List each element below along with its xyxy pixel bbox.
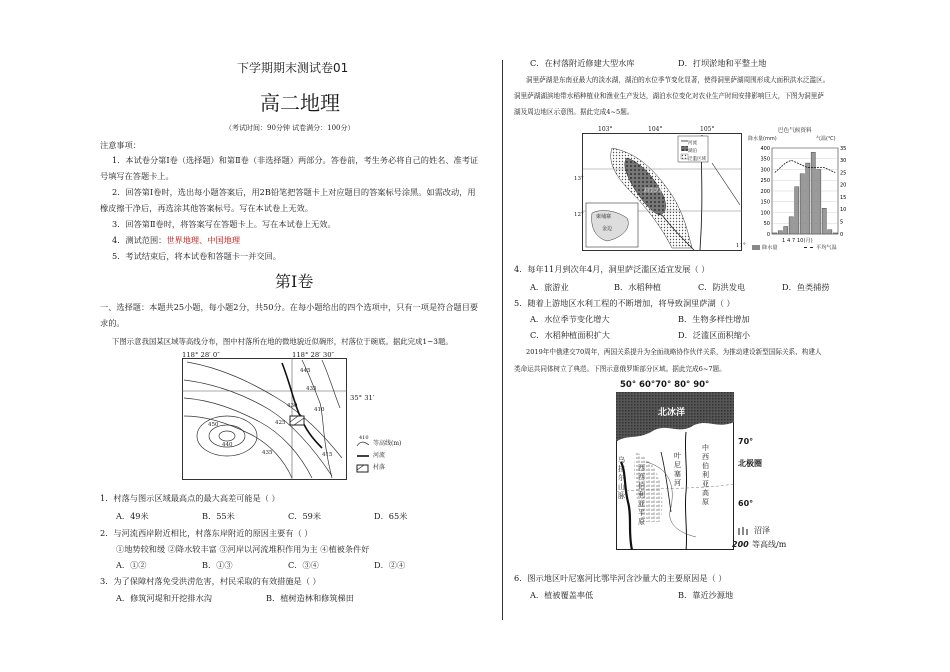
passage-4-5: 洞里萨湖湖滨地带水稻种植业和渔业生产发达，湖泊水位变化对农业生产时间安排影响巨大，下图为洞里萨 (514, 92, 824, 100)
legend-river: 河流 (373, 452, 386, 459)
note-line: 3．回答第Ⅱ卷时，将答案写在答题卡上。写在本试卷上无效。 (112, 219, 336, 229)
precip-bar (817, 170, 821, 235)
precip-bar (833, 233, 837, 234)
option: C．在村落附近修建大型水库 (530, 58, 635, 68)
lon-label-left: 118° 28′ 0″ (182, 351, 220, 359)
note-line: 号填写在答题卡上。 (100, 171, 174, 181)
precip-bar (806, 163, 810, 234)
contour-label: 410 (314, 407, 325, 413)
question-5: 5．随着上游地区水利工程的不断增加，将导致洞里萨湖（ ） (514, 298, 735, 308)
climate-chart-figure (746, 124, 864, 256)
passage-4-5: 洞里萨湖是东南亚最大的淡水湖，湖泊的水位季节变化显著，使得洞里萨湖周围形成大面积洪水泛滥区。 (526, 76, 830, 84)
exam-title: 下学期期末测试卷01 (237, 61, 349, 75)
climate-chart (746, 142, 864, 238)
lat-label: 13° (574, 176, 584, 182)
contour-map-figure (92, 350, 412, 485)
contour-label: 435 (306, 386, 317, 392)
precip-bar (784, 226, 788, 234)
legend-contour: 等高线(m) (373, 440, 402, 447)
exam-info: （考试时间：90分钟 试卷满分：100分） (225, 124, 355, 132)
option: B．生物多样性增加 (678, 314, 750, 324)
legend-swamp: 沼泽 (754, 526, 770, 535)
map-lon-labels: 50° 60°70° 80° 90° (620, 380, 710, 390)
y-tick-left: 100 (760, 210, 770, 217)
legend-village: 村落 (373, 464, 386, 471)
siberia-map-figure (614, 380, 787, 560)
option: A．①② (116, 560, 147, 570)
precip-legend-swatch (752, 245, 760, 250)
question-6: 6．图示地区叶尼塞河比鄂毕河含沙量大的主要原因是（ ） (514, 573, 727, 583)
y-tick-left: 150 (760, 199, 770, 206)
option: D．②④ (374, 560, 406, 570)
lake-label: 洞里萨湖 (644, 188, 665, 194)
precip-bar (778, 231, 782, 234)
precip-bar (828, 230, 832, 234)
river-legend-icon (356, 452, 370, 460)
part-title: 第Ⅰ卷 (275, 272, 314, 291)
contour-label: 440 (222, 442, 233, 448)
legend-lake: 湖泊 (688, 149, 697, 154)
option: C．③④ (288, 560, 319, 570)
y-tick-left: 300 (760, 167, 770, 174)
option: A．修筑河堤和开挖排水沟 (116, 593, 212, 603)
legend-river: 河流 (688, 141, 697, 146)
note-line: 4．测试范围：世界地理、中国地理 (112, 235, 241, 245)
lat-label: 35° 31′ (350, 394, 375, 402)
section-intro: 求的。 (100, 318, 125, 328)
contour-label: 435 (262, 450, 273, 456)
option: D．鱼类捕捞 (782, 282, 830, 292)
ocean-label: 北冰洋 (658, 408, 686, 418)
y-tick-right: 15 (840, 194, 847, 201)
place-label: 乌拉尔山脉 (618, 456, 625, 500)
legend-contour-value: 200 (732, 540, 749, 549)
option: A．旅游业 (530, 282, 569, 292)
lon-label: 104° (648, 126, 663, 133)
note-line: 2．回答第Ⅰ卷时，选出每小题答案后，用2B铅笔把答题卡上对应题目的答案标号涂黑。如需改动，用 (112, 187, 476, 197)
passage-1-3: 下图示意我国某区域等高线分布，图中村落所在地的微地貌近似碗形，村落位于碗底。据此完成1~3题。 (112, 337, 453, 346)
place-label: 中西伯利亚高原 (702, 444, 709, 506)
place-label: 西西伯利亚平原 (638, 464, 645, 526)
precip-bar (822, 208, 826, 234)
contour-label: 430 (287, 403, 298, 409)
option: B．①③ (202, 560, 233, 570)
question-1: 1．村落与图示区域最高点的最大高差可能是（ ） (100, 493, 280, 503)
question-2: 2．与河流西岸附近相比，村落东岸附近的原因主要有（ ） (100, 528, 313, 538)
precip-bar (789, 217, 793, 234)
option: D．65米 (374, 511, 408, 521)
y-tick-right: 0 (840, 231, 844, 238)
climate-y-right: 气温(℃) (816, 136, 836, 142)
lat-label: 12° (574, 212, 584, 218)
swamp-legend-icon (736, 526, 752, 536)
y-tick-right: 10 (840, 207, 847, 214)
y-tick-right: 25 (840, 170, 847, 177)
section-intro: 一、选择题：本题共25小题，每小题2分，共50分。在每小题给出的四个选项中，只有一项是符合题目要 (100, 302, 479, 312)
y-tick-right: 5 (840, 219, 844, 226)
climate-y-left: 降水量(mm) (748, 136, 777, 142)
option: C．水稻种植面积扩大 (530, 330, 610, 340)
lon-label: 103° (598, 126, 613, 133)
map-legend (356, 435, 416, 482)
option: D．泛滥区面积缩小 (678, 330, 751, 340)
lat-label: 11° (736, 243, 746, 249)
place-label: 柬埔寨 (596, 214, 612, 220)
passage-6-7: 类命运共同体树立了典范。下图示意俄罗斯部分区域。据此完成6~7题。 (514, 365, 726, 373)
y-tick-left: 50 (763, 221, 770, 228)
column-divider (502, 60, 503, 620)
contour-label: 415 (322, 452, 333, 458)
y-tick-right: 35 (840, 145, 847, 152)
legend-contour: 等高线/m (752, 540, 787, 549)
question-2-sub: ①地势较和缓 ②降水较丰富 ③河岸以河流堆积作用为主 ④植被条件好 (116, 544, 370, 554)
precip-bar (811, 152, 815, 234)
legend-flood: 泛滥区域 (688, 157, 706, 162)
option: B．水稻种植 (614, 282, 661, 292)
y-tick-left: 200 (760, 188, 770, 195)
y-tick-left: 400 (760, 145, 770, 152)
passage-4-5: 湖及周边地区示意图。据此完成4~5题。 (514, 108, 634, 116)
y-tick-right: 30 (840, 158, 847, 165)
option: B．靠近沙源地 (678, 590, 734, 600)
legend-contour-value: 410 (359, 435, 369, 441)
notes-heading: 注意事项： (100, 140, 141, 150)
y-tick-left: 250 (760, 178, 770, 185)
climate-title: 巴色气候资料 (778, 128, 812, 134)
option: A．水位季节变化增大 (530, 314, 610, 324)
lat-label: 60° (738, 499, 754, 508)
place-label: 金边 (602, 226, 613, 232)
temp-legend: 平均气温 (816, 245, 837, 251)
tonle-sap-map-figure (574, 124, 744, 254)
precip-bar (795, 187, 799, 234)
place-label: 叶尼塞河 (674, 452, 681, 487)
contour-label: 450 (208, 422, 219, 428)
option: A．49米 (116, 511, 149, 521)
y-tick-left: 350 (760, 156, 770, 163)
question-3: 3．为了保障村落免受洪涝危害，村民采取的有效措施是（ ） (100, 576, 321, 586)
y-tick-right: 20 (840, 182, 847, 189)
lon-label-right: 118° 28′ 30″ (292, 351, 335, 359)
precip-legend: 降水量 (762, 245, 778, 251)
lat-label: 70° (738, 437, 754, 446)
subject-title: 高二地理 (260, 91, 340, 115)
contour-map (182, 358, 347, 480)
option: B．55米 (202, 511, 235, 521)
note-line: 橡皮擦干净后，再选涂其他答案标号。写在本试卷上无效。 (100, 203, 313, 213)
test-scope: 世界地理、中国地理 (166, 235, 241, 245)
passage-6-7: 2019年中俄建交70周年，两国关系提升为全面战略协作伙伴关系，为推动建设新型国际关系、构建人 (526, 348, 822, 356)
note-line: 1．本试卷分第Ⅰ卷（选择题）和第Ⅱ卷（非选择题）两部分。答卷前，考生务必将自己的姓名、准考证 (112, 155, 479, 165)
climate-x-label: 1 4 7 10(月) (782, 238, 813, 244)
option: A．植被覆盖率低 (530, 590, 594, 600)
y-tick-left: 0 (766, 231, 770, 238)
contour-label: 425 (275, 420, 286, 426)
temp-legend-swatch (804, 247, 813, 249)
village-legend-icon (356, 464, 370, 473)
option: D．打坝淤地和平整土地 (678, 58, 767, 68)
question-4: 4．每年11月到次年4月，洞里萨泛滥区适宜发展（ ） (514, 264, 710, 274)
note-line: 5．考试结束后，将本试卷和答题卡一并交回。 (112, 251, 281, 261)
option: C．防洪发电 (698, 282, 746, 292)
precip-bar (800, 174, 804, 234)
precip-bar (773, 233, 777, 234)
option: C．59米 (288, 511, 322, 521)
option: B．植树造林和修筑梯田 (266, 593, 354, 603)
contour-label: 445 (300, 368, 311, 374)
arctic-circle-label: 北极圈 (738, 458, 762, 468)
lon-label: 105° (700, 126, 715, 133)
village-marker (290, 416, 304, 425)
